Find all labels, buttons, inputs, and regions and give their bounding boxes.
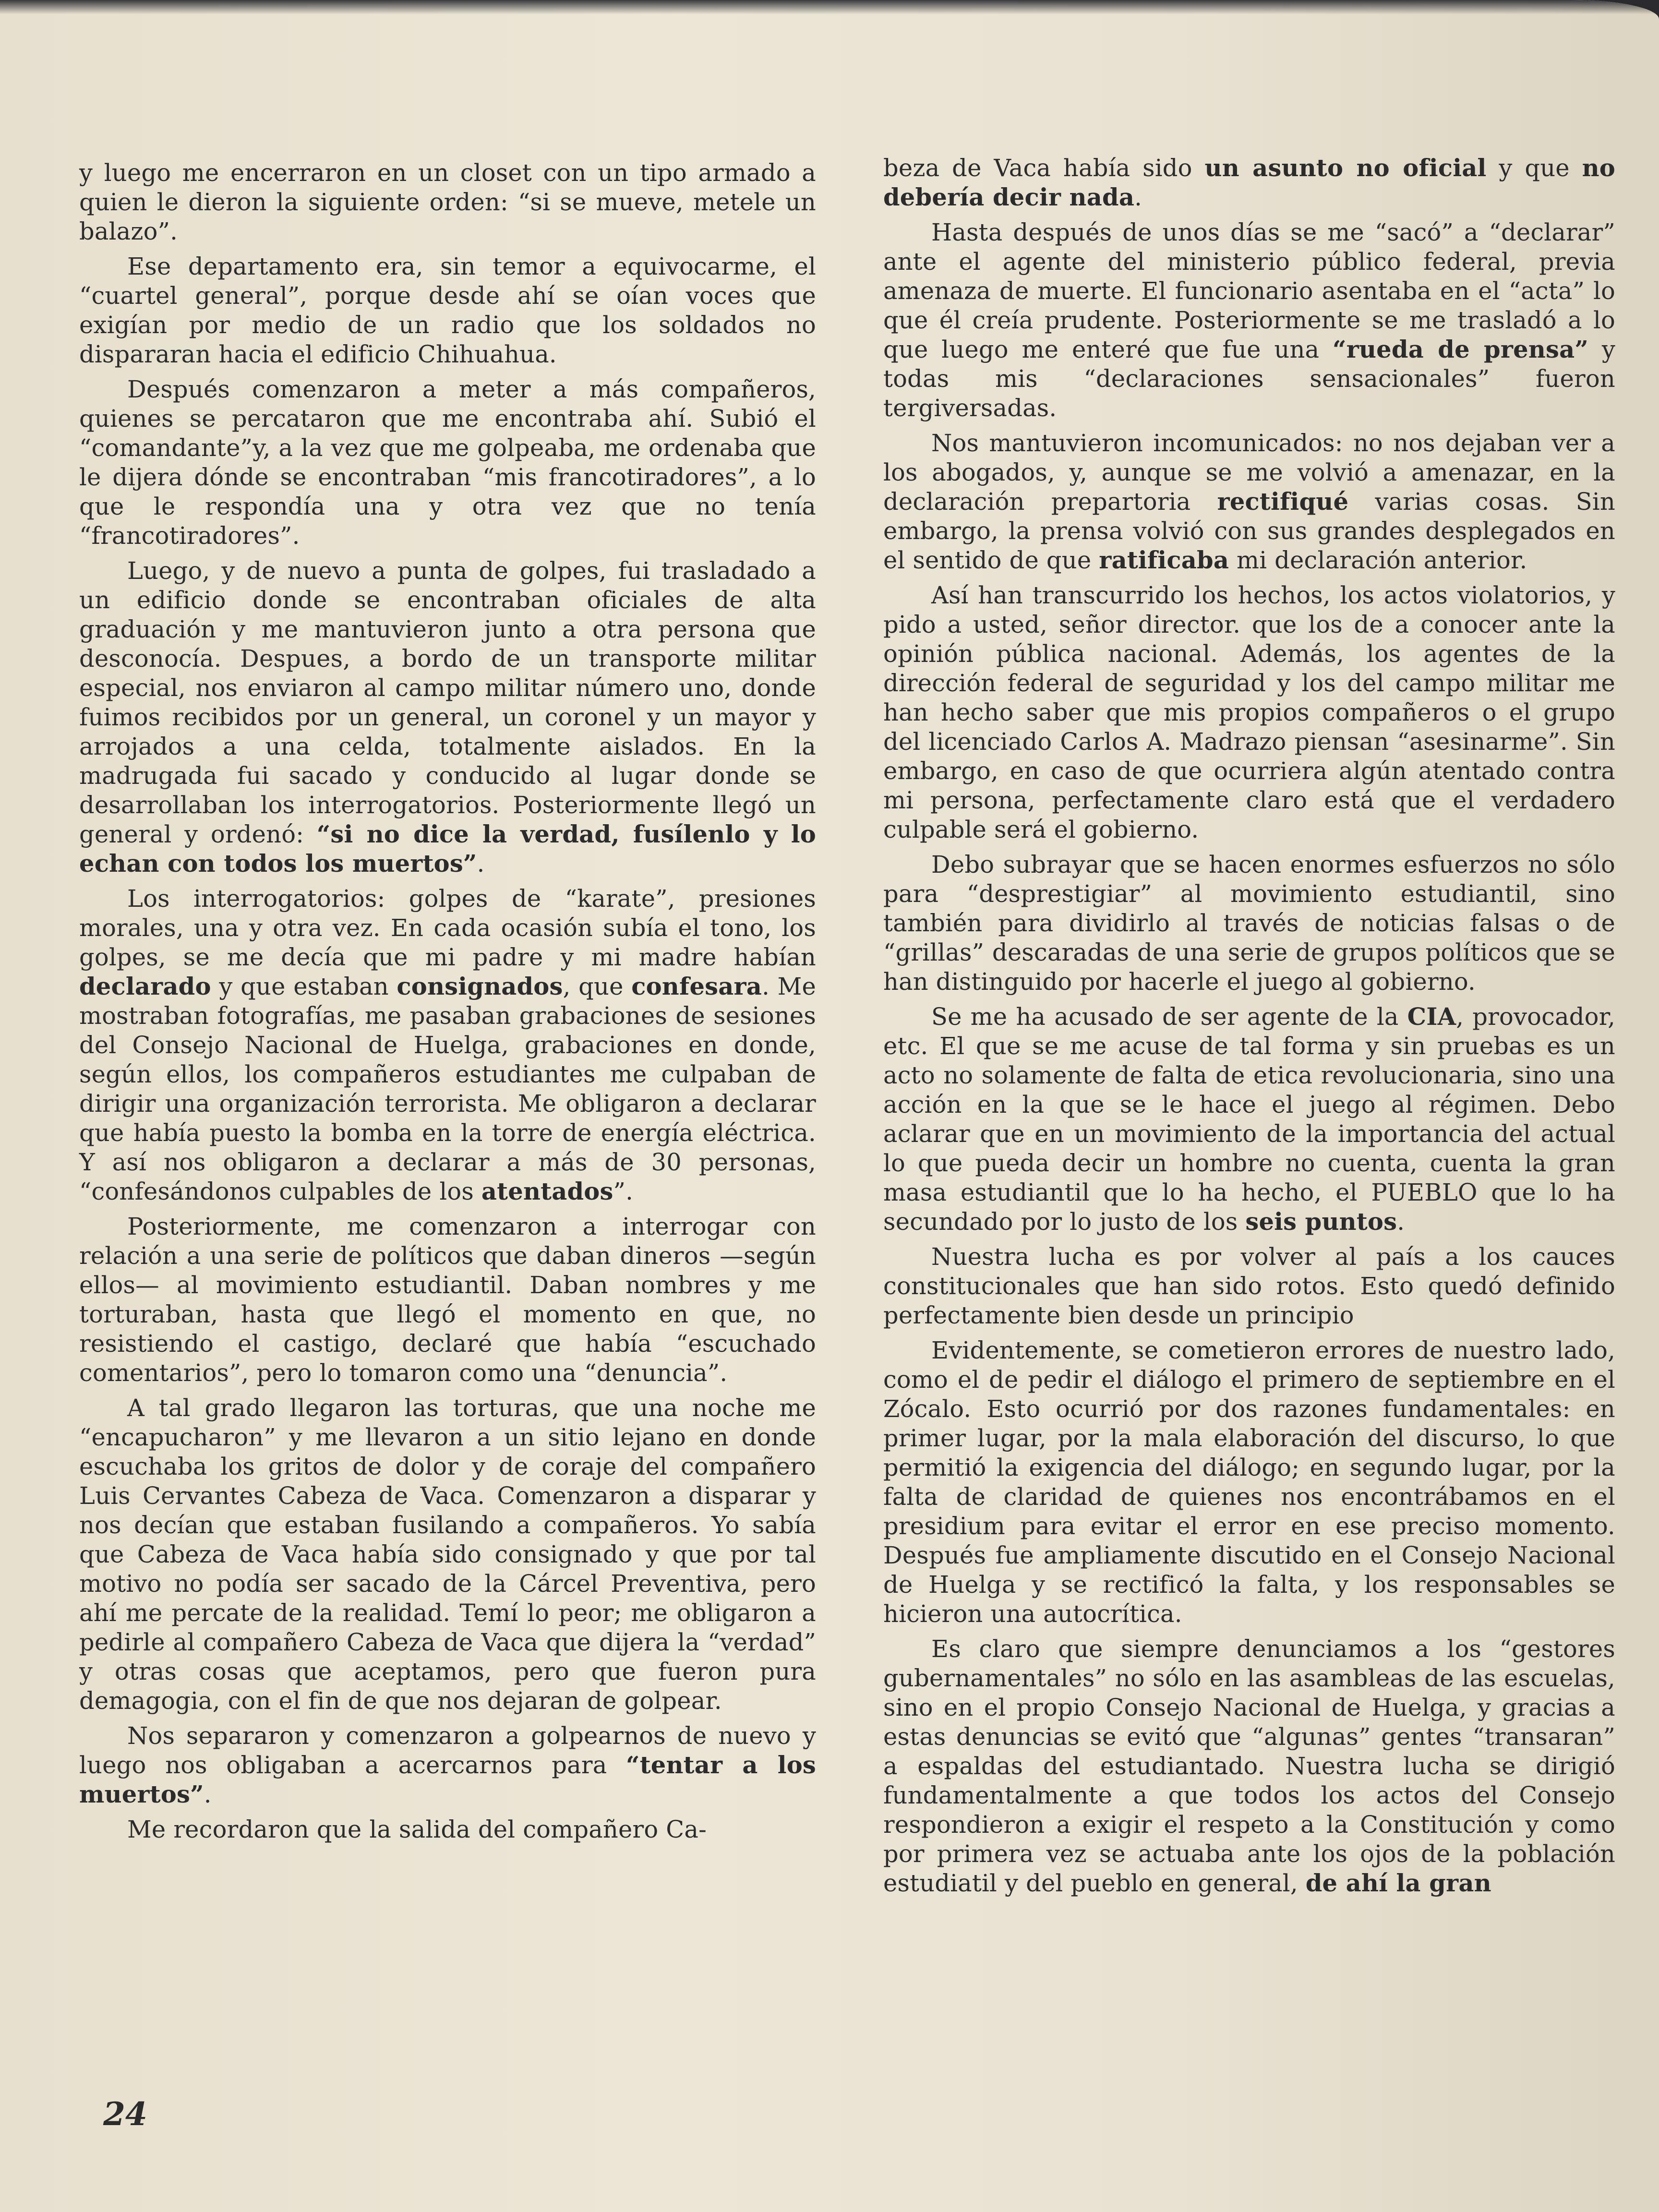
text-run: Es claro que siempre denunciamos a los “gestores gubernamentales” no sólo en las asambleas de las escuelas, sino en el propio Consejo Nacional de Huelga, y gracias a estas denuncias se evitó que “algunas” gentes “transaran” a espaldas del estudiantado. Nuestra lucha se dirigió fundamentalmente a que todos los actos del Consejo respondieron a exigir el respeto a la Constitución y como por primera vez se actuaba ante los ojos de la población estudiatil y del pueblo en general, [883, 1635, 1615, 1897]
text-run: mi declaración anterior. [1229, 546, 1527, 574]
paragraph [883, 154, 1615, 212]
text-run: Los interrogatorios: golpes de “karate”, presiones morales, una y otra vez. En cada ocasión subía el tono, los golpes, se me decía que mi padre y mi madre habían [79, 885, 816, 971]
paragraph [79, 158, 816, 246]
bold-text: un asunto no oficial [1204, 154, 1487, 182]
text-run: . [477, 850, 485, 878]
paragraph [883, 1002, 1615, 1237]
left-text-column [79, 158, 816, 1850]
text-run: Debo subrayar que se hacen enormes esfuerzos no sólo para “desprestigiar” al movimiento estudiantil, sino también para dividirlo al través de noticias falsas o de “grillas” descaradas de una serie de grupos políticos que se han distinguido por hacerle el juego al gobierno. [883, 851, 1615, 996]
text-run: Nos mantuvieron incomunicados: no nos dejaban ver a los abogados, y, aunque se me volvió a amenazar, en la declaración prepartoria [883, 429, 1615, 516]
text-run: Nuestra lucha es por volver al país a los cauces constitucionales que han sido rotos. Esto quedó definido perfectamente bien desde un principio [883, 1243, 1615, 1329]
paragraph [79, 1721, 816, 1809]
paragraph [79, 252, 816, 369]
paragraph [79, 1212, 816, 1388]
paragraph [883, 850, 1615, 997]
text-run: Posteriormente, me comenzaron a interrogar con relación a una serie de políticos que daban dineros —según ellos— al movimiento estudiantil. Daban nombres y me torturaban, hasta que llegó el momento en que, no resistiendo el castigo, declaré que había “escuchado comentarios”, pero lo tomaron como una “denuncia”. [79, 1213, 816, 1387]
bold-text: “rueda de prensa” [1333, 336, 1589, 363]
page-number: 24 [103, 2095, 147, 2133]
text-run: Se me ha acusado de ser agente de la [931, 1003, 1407, 1031]
bold-text: CIA [1407, 1003, 1456, 1031]
paragraph [883, 429, 1615, 575]
text-run: varias cosas. Sin embargo, la prensa volvió con sus grandes desplegados en el sentido de que [883, 488, 1615, 574]
text-run: Ese departamento era, sin temor a equivocarme, el “cuartel general”, porque desde ahí se oían voces que exigían por medio de un radio que los soldados no dispararan hacia el edificio Chihuahua. [79, 252, 816, 368]
text-run: Evidentemente, se cometieron errores de nuestro lado, como el de pedir el diálogo el primero de septiembre en el Zócalo. Esto ocurrió por dos razones fundamentales: en primer lugar, por la mala elaboración del discurso, lo que permitió la exigencia del diálogo; en segundo lugar, por la falta de claridad de quienes nos encontrábamos en el presidium para evitar el error en ese preciso momento. Después fue ampliamente discutido en el Consejo Nacional de Huelga y se rectificó la falta, y los responsables se hicieron una autocrítica. [883, 1336, 1615, 1628]
text-run: , que [563, 973, 632, 1000]
bold-text: confesara [631, 973, 762, 1000]
bold-text: de ahí la gran [1305, 1869, 1491, 1897]
page-top-shadow [0, 0, 1659, 14]
paragraph [79, 1815, 816, 1844]
paragraph [883, 581, 1615, 844]
bold-text: no debería decir nada [883, 154, 1616, 211]
text-run: A tal grado llegaron las torturas, que una noche me “encapucharon” y me llevaron a un sitio lejano en donde escuchaba los gritos de dolor y de coraje del compañero Luis Cervantes Cabeza de Vaca. Comenzaron a disparar y nos decían que estaban fusilando a compañeros. Yo sabía que Cabeza de Vaca había sido consignado y que por tal motivo no podía ser sacado de la Cárcel Preventiva, pero ahí me percate de la realidad. Temí lo peor; me obligaron a pedirle al compañero Cabeza de Vaca que dijera la “verdad” y otras cosas que aceptamos, pero que fueron pura demagogia, con el fin de que nos dejaran de golpear. [79, 1394, 816, 1715]
bold-text: “tentar a los muertos” [79, 1751, 816, 1808]
paragraph [79, 884, 816, 1206]
text-run: y todas mis “declaraciones sensacionales” fueron tergiversadas. [883, 336, 1615, 422]
text-run: , provocador, etc. El que se me acuse de tal forma y sin pruebas es un acto no solamente de falta de etica revolucionaria, sino una acción en la que se le hace el juego al régimen. Debo aclarar que en un movimiento de la importancia del actual lo que pueda decir un hombre no cuenta, cuenta la gran masa estudiantil que lo ha hecho, el PUEBLO que lo ha secundado por lo justo de los [883, 1003, 1616, 1236]
paragraph [883, 1242, 1615, 1330]
paragraph [883, 1635, 1615, 1898]
text-run: Después comenzaron a meter a más compañeros, quienes se percataron que me encontraba ahí. Subió el “comandante”y, a la vez que me golpeaba, me ordenaba que le dijera dónde se encontraban “mis francotiradores”, a lo que le respondía una y otra vez que no tenía “francotiradores”. [79, 375, 816, 550]
paragraph [79, 375, 816, 551]
paragraph [883, 218, 1615, 423]
bold-text: “si no dice la verdad, fusílenlo y lo echan con todos los muertos” [79, 820, 816, 878]
bold-text: ratificaba [1099, 546, 1229, 574]
paragraph [79, 556, 816, 878]
text-run: y que [1486, 154, 1582, 182]
text-run: beza de Vaca había sido [883, 154, 1205, 182]
paragraph [79, 1394, 816, 1716]
text-run: Nos separaron y comenzaron a golpearnos de nuevo y luego nos obligaban a acercarnos para [79, 1722, 816, 1779]
bold-text: seis puntos [1245, 1208, 1397, 1236]
text-run: Así han transcurrido los hechos, los actos violatorios, y pido a usted, señor director. que los de a conocer ante la opinión pública nacional. Además, los agentes de la dirección federal de seguridad y los del campo militar me han hecho saber que mis propios compañeros o el grupo del licenciado Carlos A. Madrazo piensan “asesinarme”. Sin embargo, en caso de que ocurriera algún atentado contra mi persona, perfectamente claro está que el verdadero culpable será el gobierno. [883, 581, 1615, 843]
right-text-column [883, 154, 1615, 1904]
text-run: . [1134, 183, 1142, 211]
bold-text: consignados [397, 973, 563, 1000]
bold-text: rectifiqué [1217, 488, 1349, 516]
text-run: . Me mostraban fotografías, me pasaban grabaciones de sesiones del Consejo Nacional de Huelga, grabaciones en donde, según ellos, los compañeros estudiantes me culpaban de dirigir una organización terrorista. Me obligaron a declarar que había puesto la bomba en la torre de energía eléctrica. Y así nos obligaron a declarar a más de 30 personas, “confesándonos culpables de los [79, 973, 816, 1205]
text-run: Hasta después de unos días se me “sacó” a “declarar” ante el agente del ministerio público federal, previa amenaza de muerte. El funcionario asentaba en el “acta” lo que él creía prudente. Posteriormente se me trasladó a lo que luego me enteré que fue una [883, 218, 1615, 363]
text-run: y que estaban [211, 973, 397, 1000]
text-run: Me recordaron que la salida del compañero Ca- [127, 1815, 707, 1843]
text-run: Luego, y de nuevo a punta de golpes, fui trasladado a un edificio donde se encontraban oficiales de alta graduación y me mantuvieron junto a otra persona que desconocía. Despues, a bordo de un transporte militar especial, nos enviaron al campo militar número uno, donde fuimos recibidos por un general, un coronel y un mayor y arrojados a una celda, totalmente aislados. En la madrugada fui sacado y conducido al lugar donde se desarrollaban los interrogatorios. Posteriormente llegó un general y ordenó: [79, 557, 816, 848]
paragraph [883, 1336, 1615, 1629]
text-run: ”. [613, 1178, 634, 1205]
text-run: . [1397, 1208, 1405, 1236]
text-run: . [204, 1780, 212, 1808]
text-run: y luego me encerraron en un closet con un tipo armado a quien le dieron la siguiente orden: “si se mueve, metele un balazo”. [79, 159, 816, 245]
bold-text: atentados [481, 1178, 613, 1205]
bold-text: declarado [79, 973, 211, 1000]
